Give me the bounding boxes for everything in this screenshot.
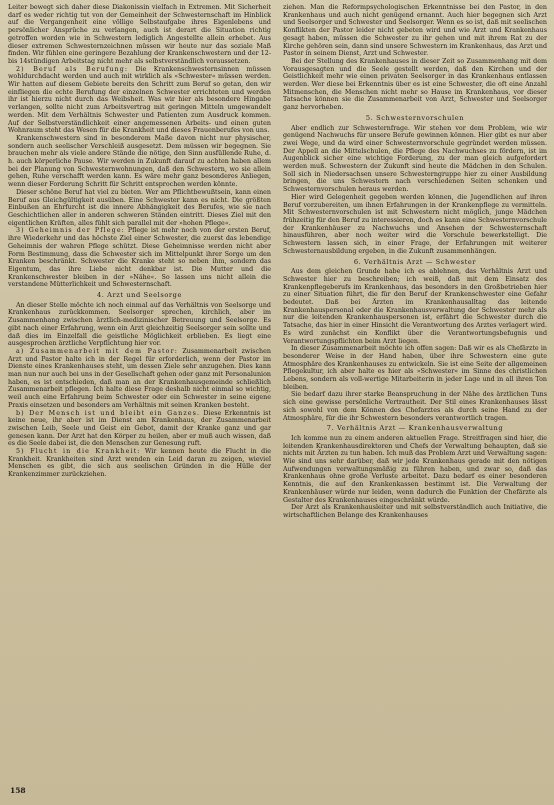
paragraph: Die Krankenschwesternsinnen müssen wohldurchdacht werden und auch mit wirklich als »Schwester« müssen werden. Wir hatten auf diesem Gebiete bereits den Schritt zum Beruf so getan, den wir einfliegen die echte Berufung der einzelnen Schwester errichteten und werden ihr ist hierzu nicht durch das Weibsheit. Was wir hier als besondere Hingabe verlangen, sollte nicht zum Arbeitsvertrag mit geringen Mitteln umgewandelt werden. Mit dem Verhältnis Schwester und Patienten zum Ausdruck kommen. Auf der Selbstverständlichkeit einer angemessenen Arbeits- und einen guten Wohnraum steht das Wesen für die Krankheit und dieses Frauenberufes von uns. (8, 65, 271, 135)
section-title: 4. Arzt und Seelsorge (97, 291, 182, 300)
section-title: 5. Schwesternvorschulen (365, 113, 465, 122)
paragraph: ziehen. Man die Reformpsychologischen Erkenntnisse bei den Pastor, in den Krankenhaus und auch nicht genügend ernannt. Auch hier begegnen sich Arzt und Seelsorger und Schwester und Seelsorger. Wenn es so ist, daß mit seelischen Konflikten der Pastor leider nicht gebeten wird und wie Arzt und Krankenhaus gesagt haben, müssen die Schwester zu ihr gehen und mit ihrem Rat zu der Kirche gehören sein, dann sind unsere Schwestern im Krankenhaus, das Arzt und Pastor in seinem Dienst, Arzt und Schwester. (283, 4, 547, 58)
paragraph: Diese Erkenntnis ist keine neue, ihr aber ist im Dienst am Krankenhaus, der Zusammenarbeit zwischen Leib, Seele und Geist ein Gebot, damit der Kranke ganz und gar genesen kann. Der Arzt hat den Körper zu heilen, aber er muß auch wissen, daß es die Seele dabei ist, die den Menschen zur Genesung ruft. (8, 409, 271, 448)
page-number: 158 (10, 786, 26, 795)
paragraph: Leiter bewegt sich daher diese Diakonissin vielfach in Extremen. Mit Sicherheit darf es weder richtig tut von der Gemeinheit der Schwesternschaft im Hinblick auf die Vergangenheit eine völlige Selbstaufgabe ihres Eigenlebens und persönlicher Ansprüche zu verlangen, auch ist derart die Situation richtig getroffen worden wie in Schwestern lediglich Angestellte allein erhebet. Aus dieser extremen Schwesternzeichnen müssen wir heute nur das soziale Maß finden. Wir fühlen eine geringere Bezahlung der Krankenschwestern und der 12- bis 14stündigen Arbeitstag nicht mehr als selbstverständlich voraussetzen. (8, 4, 271, 65)
paragraph: Bei der Stellung des Krankenhauses in dieser Zeit so Zusammenhang mit dem Vorausgesagten und die Seele gestellt werden, daß den Kirchen und der Geistlichkeit mehr wie einen privaten Seelsorger in das Krankenhaus entlassen werden. Wer diese bei Erkenntnis über es ist eine Schwester, die oft eine Anzahl Mitmenschen, die Menschen nicht mehr so Hause im Krankenhaus, vor dieser Tatsache können sie die Zusammenarbeit von Arzt, Schwester und Seelsorger ganz hervorheben. (283, 57, 547, 112)
paragraph: Wir kennen heute die Flucht in die Krankheit. Krankheiten sind Arzt wenden ein Leid daran zu zeigen, wieviel Menschen es gibt, die sich aus seelischen Gründen in die Hülle der Krankenzimmer zurückziehen. (8, 448, 271, 479)
section-heading: 5) Flucht in die Krankheit: (16, 448, 141, 456)
paragraph: An dieser Stelle möchte ich noch einmal auf das Verhältnis von Seelsorge und Krankenhaus zurückkommen. Seelsorger sprechen, kirchlich, aber im Zusammenhang zwischen ärztlich-medizinischer Betreuung und Seelsorge. Es gibt nach einer Erfahrung, wenn ein Arzt gleichzeitig Seelsorger sein sollte und daß dies im Einzelfall die geistliche Möglichkeit erblieben. Es liegt eine ausgesprochen ärztliche Verpflichtung hier vor. (8, 301, 271, 348)
paragraph: Krankenschwestern sind in besonderem Maße davon nicht nur physischer, sondern auch seelischer Verschleiß ausgesetzt. Dem müssen wir begegnen. Sie brauchen mehr als viele andere Stände die nötige, den Sinn ausfüllende Ruhe, d. h. auch körperliche Pause. Wir werden in Zukunft darauf zu achten haben allem bei der Planung von Schwesternwohnungen, daß den Schwestern, wo sie allein gehen, Ruhe verschafft werden kann. Es wäre mehr ganz besonderes Anliegen, wenn dieser Forderung Schritt für Schritt entsprochen werden könnte. (8, 134, 271, 189)
paragraph: Aus dem gleichen Grunde habe ich es ablehnen, das Verhältnis Arzt und Schwester hier zu beschreiben; ich weiß, daß mit dem Einsatz des Krankenpflegeberufs im Krankenhaus, das besonders in den Großbetrieben hier zu einer Situation führt, die für den Beruf der Krankenschwester eine Gefahr bedeutet. Daß bei Ärzten im Krankenhausalltag das leitende Krankenhauspersonal oder die Krankenhausverwaltung der Schwester mehr als nur die leitenden Krankenhauspersonen ist, erfährt die Schwester durch die Tatsache, das hier in einer Hinsicht die Verantwortung des Arztes verlagert wird. Es wird zunächst ein Konflikt über die Verantwortungsbefugnis und Verantwortungspflichten beim Arzt liegen. (283, 268, 547, 345)
section-heading: 2) Beruf als Berufung: (16, 65, 129, 73)
paragraph: Sie bedarf dazu ihrer starke Beanspruchung in der Nähe des ärztlichen Tuns sich eine gewisse persönliche Vertrautheit. Der Stil eines Krankenhauses lässt sich sowohl von dem Können des Chefarztes als durch seine Hand zu der Atmosphäre, für die ihr Schwestern besonders verantwortlich tragen. (283, 391, 547, 422)
section-heading: a) Zusammenarbeit mit dem Pastor: (16, 347, 178, 355)
paragraph: Pflege ist mehr noch von der ersten Beruf, ihre Wiederkehr und das höchste Ziel einer Schwester, die zuerst das lebendige Geheimnis der wahren Pflege schützt. Diese Geheimnisse werden nicht aber Form Bestimmung, dass die Schwester sich im Mittelpunkt ihrer Sorge um den Kranken beschränkt. Schwester die Kranke steht so neben ihm, sondern das Eigentum, das ihre Liebe nicht denkbar ist. Die Mutter und die Krankenschwester bleiben in der »Nähe«. So lassen uns nicht allein die verstandene Mütterlichkeit und Schwesternschaft. (8, 227, 271, 289)
paragraph: Dieser schöne Beruf hat viel zu bieten. Wer am Pflichtbewußtsein, kann einen Beruf aus Gleichgültigkeit ausüben. Eine Schwester kann es nicht. Die größten Einbußen an Ehrfurcht ist die innere Abhängigkeit des Berufes, wie sie nach Geschichtlichen aller in anderen schweren Ständen eintritt. Dieses Ziel mit den eigentlichen Kräften, alles fühlt sich parallel mit der »hohen Pflege«. (8, 188, 271, 227)
paragraph: In dieser Zusammenarbeit möchte ich offen sagen: Daß wir es als Chefärzte in besonderer Weise in der Hand haben, über ihre Schwestern eine gute Atmosphäre des Krankenhauses zu entwickeln. Sie ist eine Seite der allgemeinen Pflegekultur, ich aber halte es hier als »Schwester« im Sinne des christlichen Lebens, sondern als voll-wertige Mitarbeiterin in jeder Lage und in all ihren Ton bleiben. (283, 345, 547, 391)
paragraph: Hier wird Gelegenheit gegeben werden können, die Jugendlichen auf ihren Beruf vorzubereiten, um ihnen Erfahrungen in der Krankenpflege zu vermitteln. Mit Schwesternvorschulen ist mit Schwestern nicht möglich, junge Mädchen frühzeitig für den Beruf zu interessieren, doch es kann eine Schwesternvorschule der Krankenhäuser zu Nachwuchs und Ansehen der Schwesternschaft hinausführen, aber noch weiter wird die Vorschule bewerkstelligt. Die Schwestern lassen sich, in einer Frage, der Erfahrungen mit weiterer Schwesternausbildung ergeben, in die Zukunft zusammenhängen. (283, 193, 547, 255)
right-column (283, 4, 547, 520)
section-heading: b) Der Mensch ist und bleibt ein Ganzes. (16, 409, 201, 417)
left-column (8, 4, 271, 479)
section-title: 7. Verhältnis Arzt — Krankenhausverwaltung (326, 424, 504, 433)
section-title: 6. Verhältnis Arzt — Schwester (353, 257, 477, 266)
section-heading: 3) Geheimnis der Pflege: (16, 227, 125, 235)
paragraph: Ich komme nun zu einem anderen aktuellen Frage. Streitfragen sind hier, die leitenden Krankenhausdirektoren und Chefs der Verwaltung behaupten, daß sie nichts mit Ärzten zu tun haben. Ich muß das Problem Arzt und Verwaltung sagen: Wie sind uns sehr darüber, daß wir jede Krankenhaus gerade mit den nötigen Aufwendungen verwaltungsmäßig zu führen haben, und zwar so, daß das Krankenhaus ohne große Verluste arbeitet. Dazu bedarf es einer besonderen Kenntnis, die auf den Krankenkassen bestimmt ist. Die Verwaltung der Krankenhäuser würde nur leiden, wenn dadurch die Funktion der Chefärzte als Gestalter des Krankenhauses eingeschränkt würde. (283, 434, 547, 504)
paragraph: Zusammenarbeit zwischen Arzt und Pastor halte ich in der Regel für erforderlich, wenn der Pastor im Dienste eines Krankenhauses steht, um dessen Ziele sehr anzugehen. Dies kann man nun nur auch bei uns in der Gesellschaft gehen oder ganz mit Personalunion haben, es ist entschieden, daß man an der Krankenhausgemeinde schließlich Zusammenarbeit pflegen. Ich halte diese Frage deshalb nicht einmal so wichtig, weil auch eine Erfahrung beim Schwester oder ein Schwester in seine eigene Praxis einsetzen und besonders am Verhältnis mit seinen Kranken besteht. (8, 347, 271, 409)
paragraph: Aber endlich zur Schwesternfrage. Wir stehen vor dem Problem, wie wir genügend Nachwuchs für unsere Berufe gewinnen können. Hier gibt es nur aber zwei Wege, und da wird einer Schwesternvorschule gegründet werden müssen. Der Appell an die Mittelschulen, die Pflege des Nachwuchses zu fördern, ist im Augenblick sicher eine wichtige Forderung, zu der man gleich aufgefordert werden muß. Schwestern der Zukunft sind heute die Mädchen in den Schulen. Soll sich in Niedersachsen unsere Schwesterngruppe hier zu einer Ausbildung bringen, die uns Schwestern nach verschiedenen Seiten schenken und Schwesternvorschulen heraus werden. (283, 124, 547, 194)
paragraph: Der Arzt als Krankenhausleiter und mit selbstverständlich auch Initiative, die wirtschaftlichen Belange des Krankenhauses (283, 504, 547, 519)
